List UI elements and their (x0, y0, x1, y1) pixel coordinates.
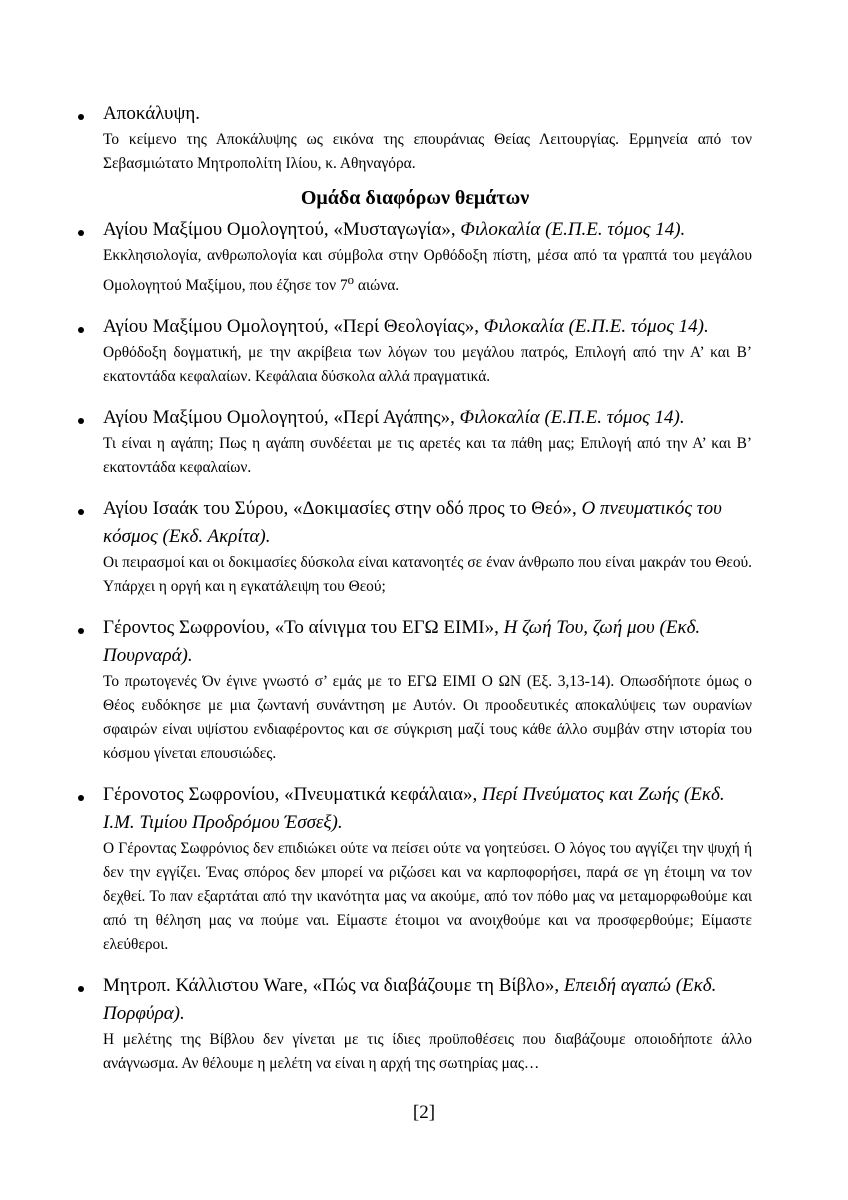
bullet-icon (78, 230, 84, 236)
item-title-text: Γέρονοτος Σωφρονίου, «Πνευματικά κεφάλαια», (103, 784, 482, 806)
item-title-text: Αγίου Μαξίμου Ομολογητού, «Μυσταγωγία», (103, 219, 461, 240)
item-description-text: Εκκλησιολογία, ανθρωπολογία και σύμβολα στην Ορθόδοξη πίστη, μέσα από τα γραπτά του μεγάλου Ομολογητού Μαξίμου, που έζησε τον 7 (103, 247, 752, 295)
item-title: Αποκάλυψη. (103, 103, 201, 124)
item-title-source: Η ζωή Του, ζωή μου (Εκδ. Πουρναρά). (103, 617, 701, 667)
item-description: Τι είναι η αγάπη; Πως η αγάπη συνδέεται με τις αρετές και τα πάθη μας; Επιλογή από την Α’ και Β’ εκατοντάδα κεφαλαίων. (103, 435, 752, 477)
item-description: Οι πειρασμοί και οι δοκιμασίες δύσκολα είναι κατανοητές σε έναν άνθρωπο που είναι μακράν του Θεού. Υπάρχει η οργή και η εγκατάλειψη του Θεού; (103, 554, 752, 596)
item-title (103, 404, 752, 432)
item-title (103, 495, 752, 551)
section-heading: Ομάδα διαφόρων θεμάτων (300, 187, 530, 209)
item-title-source: Επειδή αγαπώ (Εκδ. Πορφύρα). (103, 975, 717, 1025)
item-description (103, 244, 752, 298)
bullet-icon (78, 418, 84, 424)
item-title-source: Φιλοκαλία (Ε.Π.Ε. τόμος 14). (460, 219, 686, 240)
item-description: Η μελέτης της Βίβλου δεν γίνεται με τις ίδιες προϋποθέσεις που διαβάζουμε οποιοδήποτε άλλο ανάγνωσμα. Αν θέλουμε η μελέτη να είναι η αρχή της σωτηρίας μας… (103, 1031, 752, 1073)
list-item (78, 313, 752, 389)
page-content (78, 100, 752, 1076)
item-title (103, 614, 752, 670)
item-title (103, 313, 752, 341)
item-title-source: Ο πνευματικός του κόσμος (Εκδ. Ακρίτα). (103, 498, 722, 548)
list-item (78, 614, 752, 766)
item-title-text: Μητροπ. Κάλλιστου Ware, «Πώς να διαβάζουμε τη Βίβλο», (103, 975, 564, 997)
bullet-icon (78, 327, 84, 333)
item-title-text: Αγίου Ισαάκ του Σύρου, «Δοκιμασίες στην οδό προς το Θεό», (103, 498, 582, 520)
item-title-source: Φιλοκαλία (Ε.Π.Ε. τόμος 14). (459, 407, 685, 429)
bullet-icon (78, 628, 84, 634)
bullet-icon (78, 509, 84, 515)
list-item (78, 972, 752, 1076)
item-description: Ο Γέροντας Σωφρόνιος δεν επιδιώκει ούτε να πείσει ούτε να γοητεύσει. Ο λόγος του αγγίζει την ψυχή ή δεν την εγγίζει. Ένας σπόρος δεν μπορεί να ριζώσει και να καρποφορήσει, παρά σε γη έτοιμη να τον δεχθεί. Το παν εξαρτάται από την ικανότητα μας να ακούμε, από τον πόθο μας να μεταμορφωθούμε και από τη θέληση μας να πούμε ναι. Είμαστε έτοιμοι να ανοιχθούμε και να προσφερθούμε; Είμαστε ελεύθεροι. (103, 840, 752, 954)
item-description: Το πρωτογενές Όν έγινε γνωστό σ’ εμάς με το ΕΓΩ ΕΙΜΙ Ο ΩΝ (Εξ. 3,13-14). Οπωσδήποτε όμως ο Θέος ευδόκησε με μια ζωντανή συνάντηση με Αυτόν. Οι προοδευτικές αποκαλύψεις των ουρανίων σφαιρών είναι υψίστου ενδιαφέροντος και σε σύγκριση μαζί τους κάθε άλλο συμβάν στην ιστορία του κόσμου γίνεται επουσιώδες. (103, 673, 752, 763)
item-title (103, 216, 752, 244)
page-number: [2] (412, 1102, 436, 1123)
bullet-icon (78, 114, 84, 120)
list-item (78, 404, 752, 480)
item-title-text: Αγίου Μαξίμου Ομολογητού, «Περί Αγάπης», (103, 407, 460, 429)
item-title-text: Αγίου Μαξίμου Ομολογητού, «Περί Θεολογίας», (103, 316, 484, 338)
item-description: Το κείμενο της Αποκάλυψης ως εικόνα της επουράνιας Θείας Λειτουργίας. Ερμηνεία από τον Σεβασμιώτατο Μητροπολίτη Ιλίου, κ. Αθηναγόρα. (103, 131, 752, 172)
item-description: Ορθόδοξη δογματική, με την ακρίβεια των λόγων του μεγάλου πατρός, Επιλογή από την Α’ και Β’ εκατοντάδα κεφαλαίων. Κεφάλαια δύσκολα αλλά πραγματικά. (103, 344, 752, 386)
list-item (78, 216, 752, 298)
bullet-icon (78, 986, 84, 992)
ordinal-superscript: ο (347, 273, 355, 287)
bullet-icon (78, 795, 84, 801)
item-title-source: Φιλοκαλία (Ε.Π.Ε. τόμος 14). (483, 316, 709, 338)
item-title (103, 781, 752, 837)
item-title (103, 972, 752, 1028)
item-description-text-end: αιώνα. (354, 277, 400, 295)
list-item (78, 495, 752, 599)
list-item (78, 100, 752, 176)
item-title-source: Περί Πνεύματος και Ζωής (Εκδ. Ι.Μ. Τιμίου Προδρόμου Έσσεξ). (103, 784, 725, 834)
list-item (78, 781, 752, 957)
item-title-text: Γέροντος Σωφρονίου, «Το αίνιγμα του ΕΓΩ ΕΙΜΙ», (103, 617, 504, 639)
